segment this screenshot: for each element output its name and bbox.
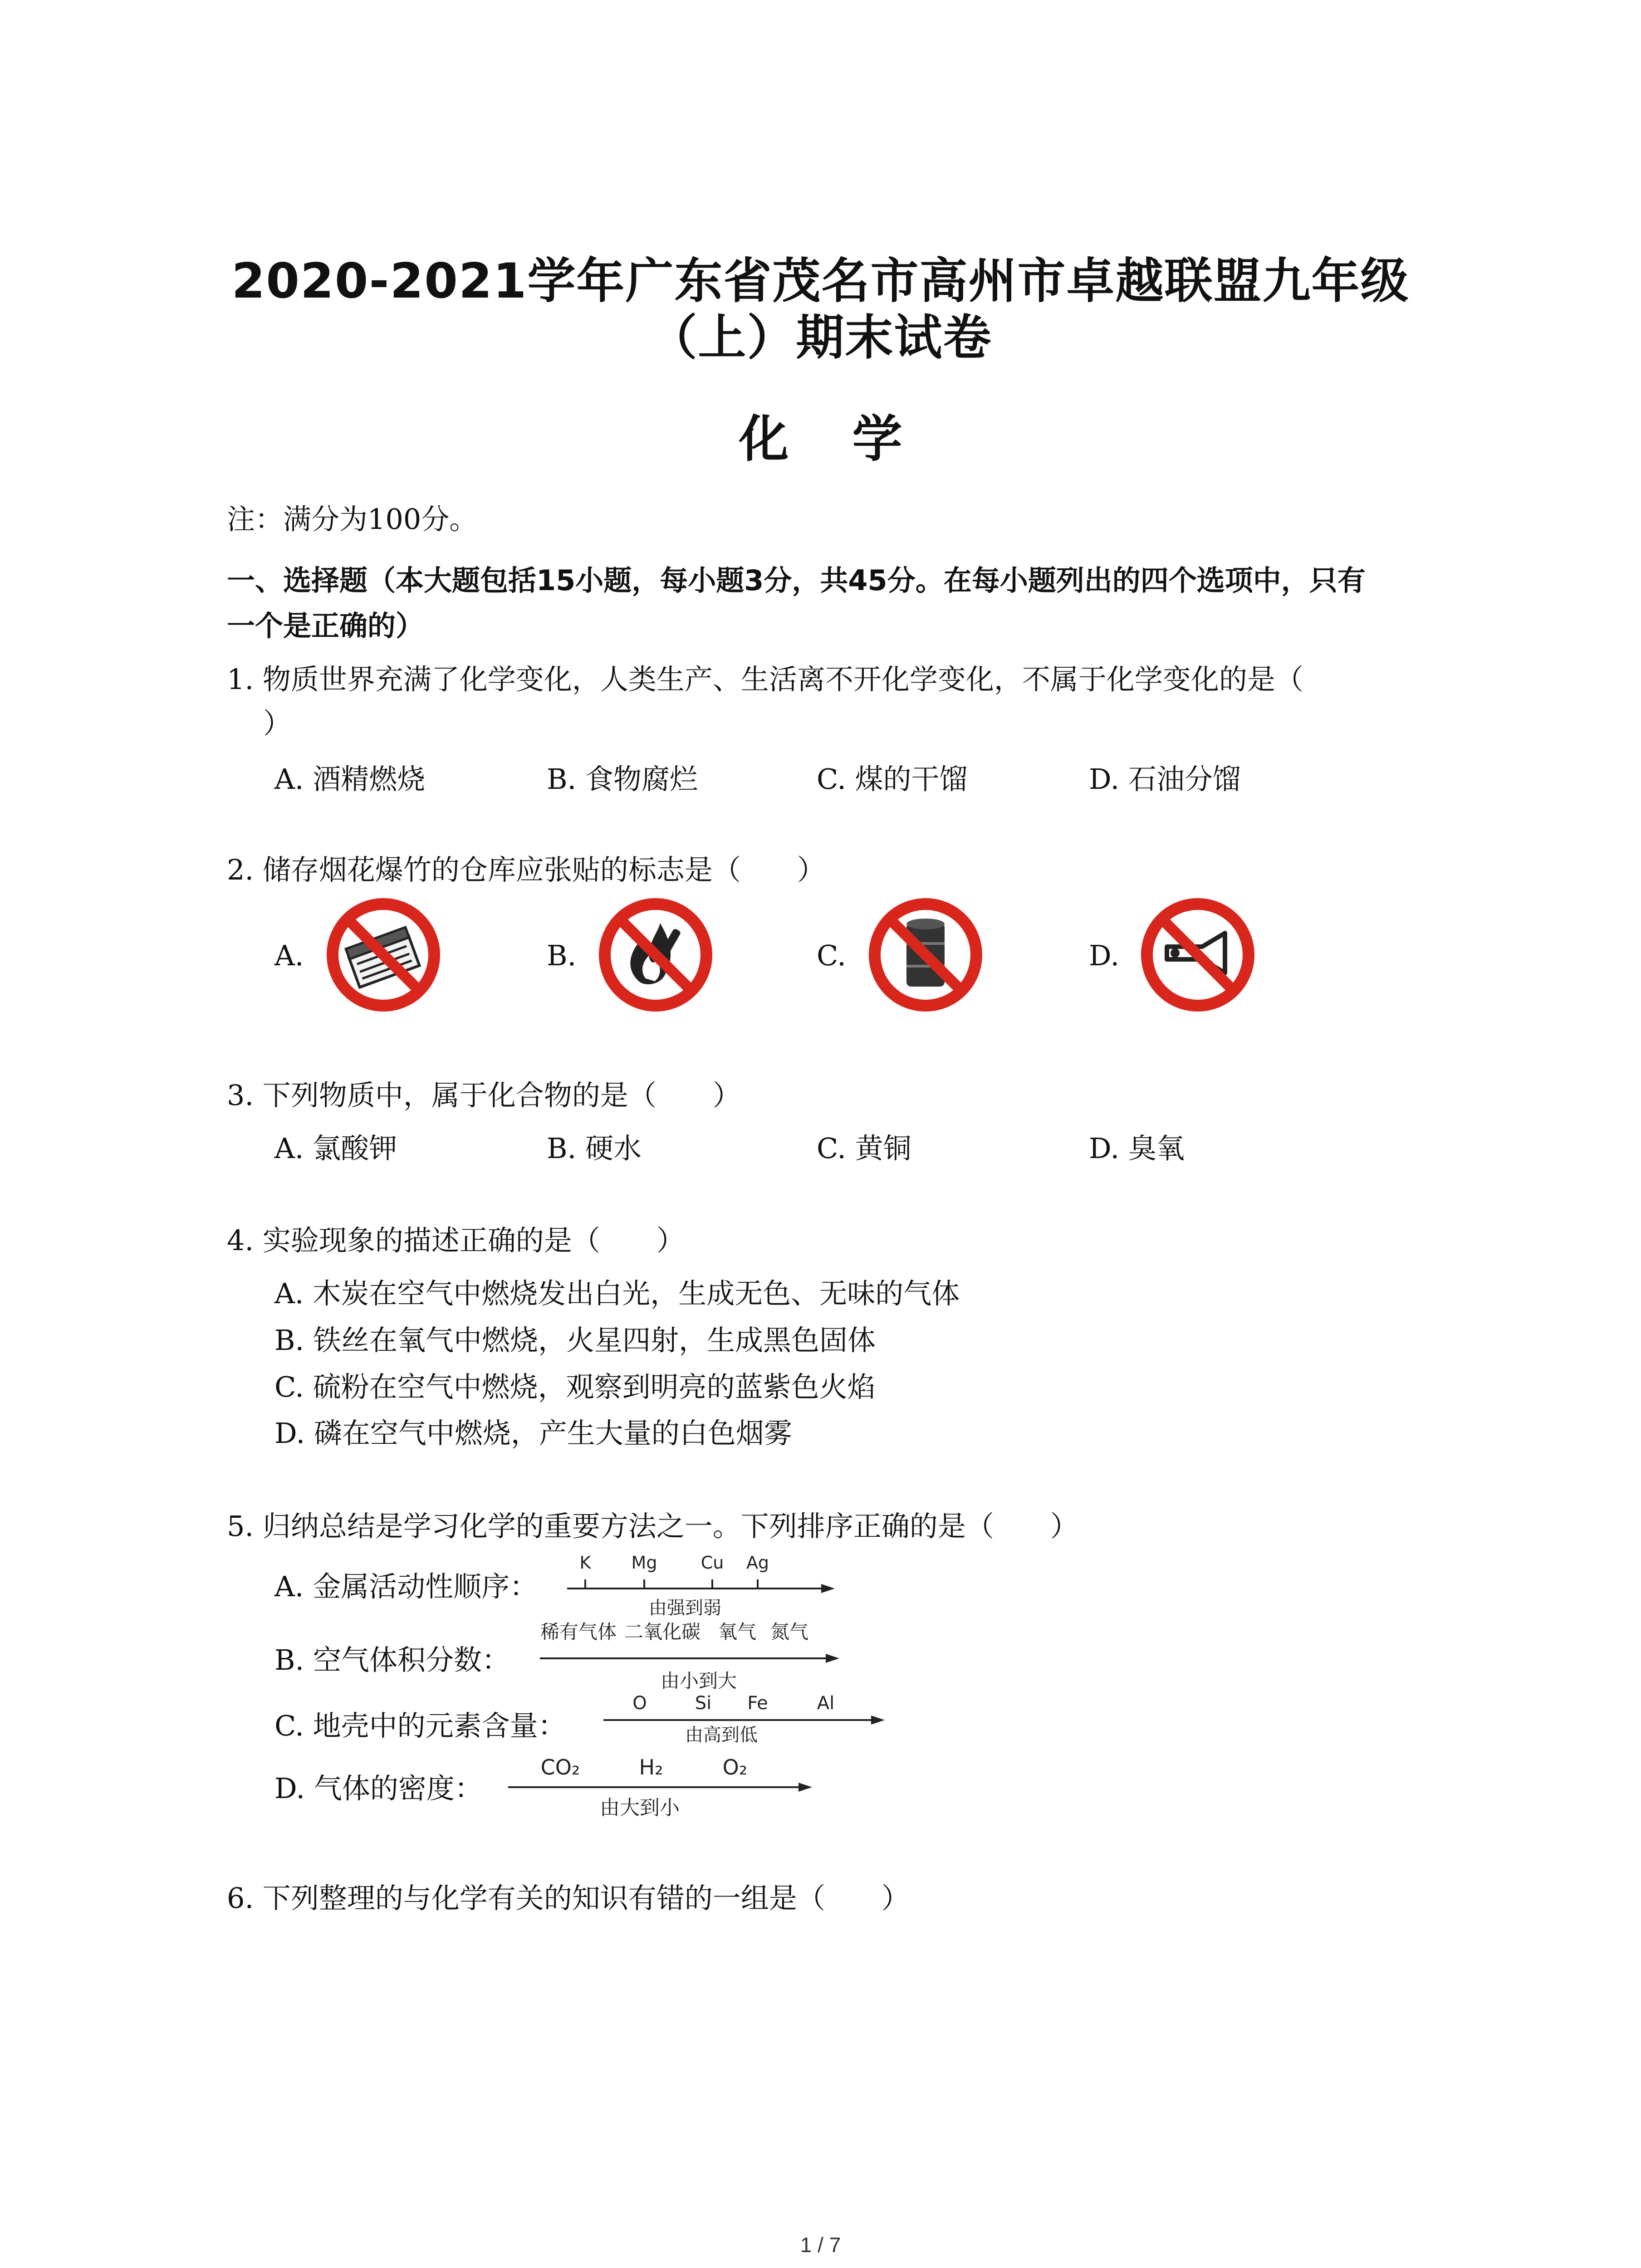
q2-stem: 2. 储存烟花爆竹的仓库应张贴的标志是（ ） xyxy=(227,853,825,886)
no-oil-drum-icon xyxy=(867,896,985,1014)
q4-stem: 4. 实验现象的描述正确的是（ ） xyxy=(227,1224,685,1257)
q6-stem: 6. 下列整理的与化学有关的知识有错的一组是（ ） xyxy=(227,1882,910,1915)
q5-option-b-scale xyxy=(535,1619,853,1701)
scale-c-item-3: Fe xyxy=(747,1693,768,1714)
q5-option-a-scale xyxy=(563,1551,844,1619)
exam-title-line2: （上）期末试卷 xyxy=(649,310,992,366)
q4-option-b: B. 铁丝在氧气中燃烧，火星四射，生成黑色固体 xyxy=(274,1324,876,1357)
scale-a-item-1: K xyxy=(579,1553,591,1573)
subject-title: 化学 xyxy=(739,410,966,468)
q1-stem-line2: ） xyxy=(263,707,292,740)
scale-b-item-3: 氧气 xyxy=(718,1621,757,1643)
q1-option-c: C. 煤的干馏 xyxy=(817,763,968,796)
q2-option-d-letter: D. xyxy=(1089,939,1120,972)
score-note: 注：满分为100分。 xyxy=(227,503,478,536)
q3-option-b: B. 硬水 xyxy=(547,1132,642,1165)
q3-option-d: D. 臭氧 xyxy=(1089,1132,1185,1165)
q4-option-a: A. 木炭在空气中燃烧发出白光，生成无色、无味的气体 xyxy=(274,1277,960,1310)
scale-b-item-2: 二氧化碳 xyxy=(624,1621,701,1643)
scale-c-item-2: Si xyxy=(695,1693,712,1714)
scale-c-item-4: Al xyxy=(817,1693,835,1714)
q4-option-d: D. 磷在空气中燃烧，产生大量的白色烟雾 xyxy=(274,1417,792,1450)
q5-option-a-label: A. 金属活动性顺序： xyxy=(274,1570,538,1603)
q2-option-a-letter: A. xyxy=(274,939,304,972)
exam-title-line1: 2020-2021学年广东省茂名市高州市卓越联盟九年级 xyxy=(231,253,1410,309)
scale-c-caption: 由高到低 xyxy=(685,1725,758,1745)
q1-option-b: B. 食物腐烂 xyxy=(547,763,698,796)
no-matches-icon xyxy=(324,896,442,1014)
page-number: 1 / 7 xyxy=(800,2233,841,2257)
q5-option-d-label: D. 气体的密度： xyxy=(274,1772,483,1805)
scale-d-item-2: H₂ xyxy=(639,1755,663,1779)
scale-a-item-4: Ag xyxy=(746,1553,769,1573)
q2-option-c-letter: C. xyxy=(817,939,846,972)
q5-option-c-scale xyxy=(599,1692,889,1751)
q1-stem-line1: 1. 物质世界充满了化学变化，人类生产、生活离不开化学变化，不属于化学变化的是（ xyxy=(227,663,1303,696)
scale-a-item-3: Cu xyxy=(700,1553,724,1573)
scale-a-item-2: Mg xyxy=(631,1553,657,1573)
q3-stem: 3. 下列物质中，属于化合物的是（ ） xyxy=(227,1079,741,1112)
section-heading-line1: 一、选择题（本大题包括15小题，每小题3分，共45分。在每小题列出的四个选项中，只有 xyxy=(227,564,1366,597)
q3-option-a: A. 氯酸钾 xyxy=(274,1132,397,1165)
q4-option-c: C. 硫粉在空气中燃烧，观察到明亮的蓝紫色火焰 xyxy=(274,1370,876,1403)
q1-option-d: D. 石油分馏 xyxy=(1089,763,1241,796)
no-fire-icon xyxy=(597,896,715,1014)
section-heading-line2: 一个是正确的） xyxy=(227,609,424,642)
scale-b-item-4: 氮气 xyxy=(770,1621,809,1643)
q1-option-a: A. 酒精燃烧 xyxy=(274,763,426,796)
scale-b-item-1: 稀有气体 xyxy=(540,1621,617,1643)
scale-d-item-1: CO₂ xyxy=(540,1755,580,1779)
no-horn-icon xyxy=(1139,896,1257,1014)
scale-d-caption: 由大到小 xyxy=(600,1796,680,1819)
scale-b-caption: 由小到大 xyxy=(660,1670,737,1692)
q5-option-b-label: B. 空气体积分数： xyxy=(274,1643,510,1677)
scale-d-item-3: O₂ xyxy=(722,1755,748,1779)
q5-option-d-scale xyxy=(504,1751,821,1828)
q3-option-c: C. 黄铜 xyxy=(817,1132,911,1165)
q5-stem: 5. 归纳总结是学习化学的重要方法之一。下列排序正确的是（ ） xyxy=(227,1510,1078,1543)
scale-a-caption: 由强到弱 xyxy=(649,1598,721,1618)
q5-option-c-label: C. 地壳中的元素含量： xyxy=(274,1709,566,1742)
scale-c-item-1: O xyxy=(632,1693,647,1714)
q2-option-b-letter: B. xyxy=(547,939,577,972)
